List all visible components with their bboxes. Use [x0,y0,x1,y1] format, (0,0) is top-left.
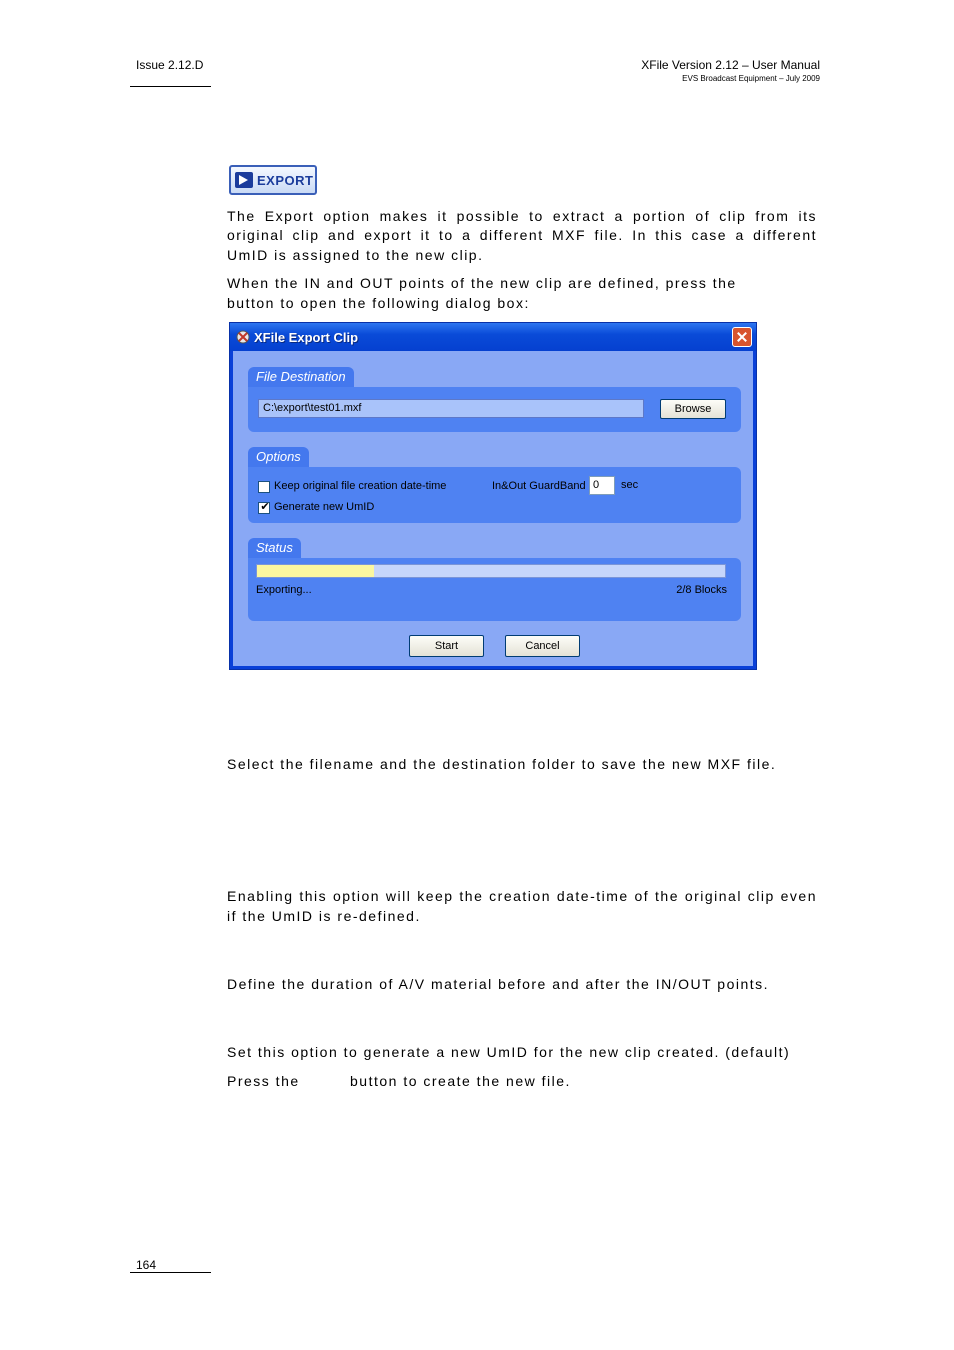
paragraph-export-line1: The Export option makes it possible to extract a portion of clip from its [227,208,817,224]
manual-subtitle: EVS Broadcast Equipment – July 2009 [682,74,820,83]
close-button[interactable] [732,327,752,347]
manual-title: XFile Version 2.12 – User Manual [641,58,820,72]
paragraph-press-start-a: Press the [227,1073,300,1089]
paragraph-export-line2: original clip and export it to a different MXF file. In this case a different [227,227,817,243]
check-mark-icon: ✔ [260,501,270,513]
app-icon [236,330,250,344]
page-number: 164 [136,1258,157,1272]
cancel-button[interactable]: Cancel [505,635,580,657]
dialog-titlebar[interactable] [230,323,756,351]
status-message: Exporting... [256,584,312,596]
generate-umid-label: Generate new UmID [274,501,375,513]
footer-rule [130,1272,211,1273]
guardband-unit: sec [621,479,639,491]
blocks-count: 2/8 Blocks [676,584,727,596]
paragraph-keep-date-line2: if the UmID is re-defined. [227,908,421,924]
options-label: Options [248,447,309,468]
keep-date-label: Keep original file creation date-time [274,480,447,492]
status-group [248,558,741,621]
file-destination-group [248,387,741,432]
export-arrow-icon [235,172,253,188]
dialog-title: XFile Export Clip [254,330,359,345]
issue-label: Issue 2.12.D [136,58,204,72]
paragraph-generate-umid: Set this option to generate a new UmID for the new clip created. (default) [227,1044,791,1060]
paragraph-inout-line2: button to open the following dialog box: [227,295,530,311]
export-button-label: EXPORT [257,172,314,188]
paragraph-keep-date-line1: Enabling this option will keep the creation date-time of the original clip even [227,888,817,904]
file-destination-label: File Destination [248,367,354,388]
browse-button[interactable]: Browse [660,399,726,419]
paragraph-guardband: Define the duration of A/V material before and after the IN/OUT points. [227,976,770,992]
start-button[interactable]: Start [409,635,484,657]
options-group [248,467,741,523]
header-rule [130,86,211,87]
guardband-input[interactable]: 0 [589,476,615,495]
keep-date-checkbox[interactable] [258,481,270,493]
dialog-client [233,351,753,666]
guardband-label: In&Out GuardBand [492,480,586,492]
generate-umid-checkbox[interactable] [258,502,270,514]
file-path-input[interactable]: C:\export\test01.mxf [258,399,644,418]
paragraph-file-destination: Select the filename and the destination folder to save the new MXF file. [227,756,777,772]
export-button [229,165,317,195]
export-progress-bar [256,564,726,578]
progress-fill [257,565,374,577]
status-label: Status [248,538,301,559]
paragraph-inout-line1: When the IN and OUT points of the new clip are defined, press the [227,275,737,291]
export-clip-dialog [229,322,757,670]
paragraph-export-line3: UmID is assigned to the new clip. [227,247,484,263]
paragraph-press-start-b: button to create the new file. [350,1073,571,1089]
